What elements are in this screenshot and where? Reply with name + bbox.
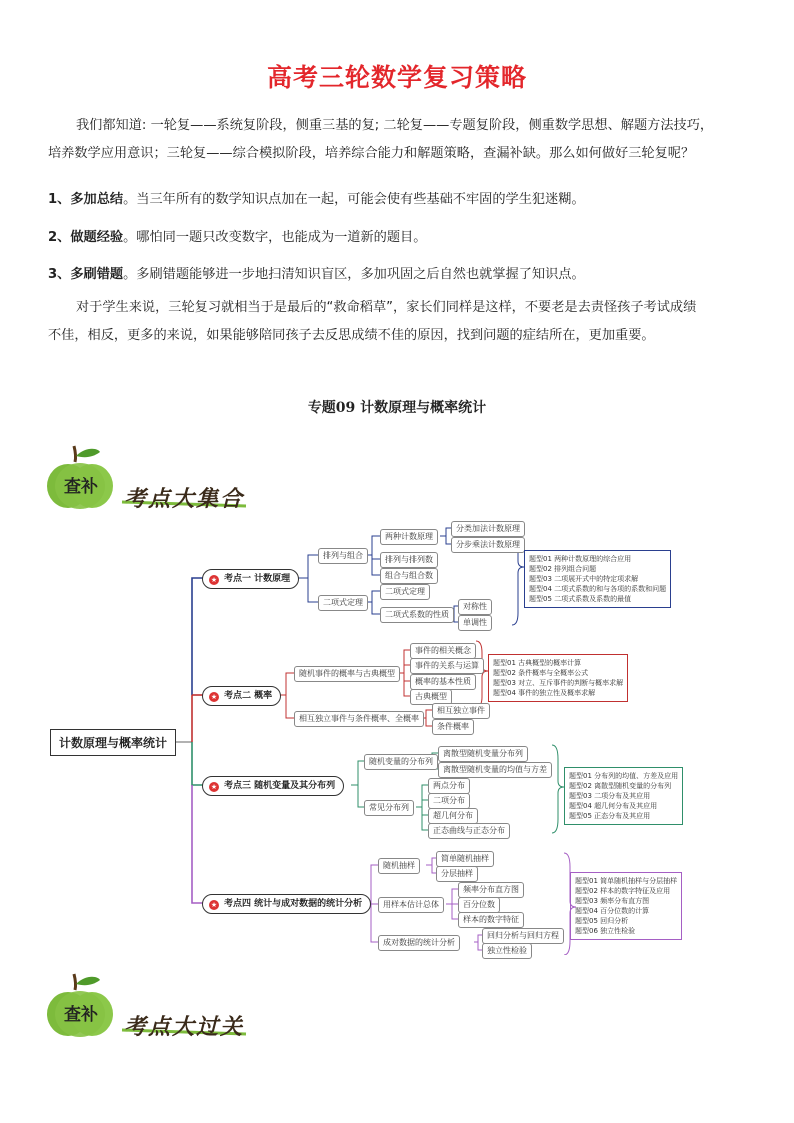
tip-number: 1、 (48, 192, 71, 207)
mindmap-node: 百分位数 (458, 897, 500, 913)
mindmap-node: 随机事件的概率与古典概型 (294, 666, 400, 682)
tip-heading: 多刷错题 (70, 267, 124, 282)
apple-label: 查补 (64, 477, 98, 497)
question-type: 题型03 二项展开式中的特定项求解 (529, 575, 639, 583)
mindmap (46, 515, 746, 955)
topic-node-2: ★ 考点二 概率 (202, 686, 281, 706)
question-type: 题型01 古典概型的概率计算 (493, 659, 582, 667)
question-type: 题型01 分布列的均值、方差及应用 (569, 772, 679, 780)
mindmap-node: 成对数据的统计分析 (378, 935, 460, 951)
mindmap-node: 分步乘法计数原理 (451, 537, 525, 553)
banner-knowledge-collection (46, 442, 261, 514)
closing-line-1: 对于学生来说，三轮复习就相当于是最后的“救命稻草”，家长们同样是这样，不要老是去责怪孩子考试成绩 (76, 300, 697, 315)
mindmap-node: 条件概率 (432, 719, 474, 735)
mindmap-node: 排列与排列数 (380, 552, 438, 568)
mindmap-node: 单调性 (458, 615, 492, 631)
banner-title: 考点大集合 (124, 486, 245, 512)
question-type: 题型05 正态分布及其应用 (569, 812, 651, 820)
mindmap-node: 相互独立事件与条件概率、全概率 (294, 711, 424, 727)
mindmap-node: 二项式定理 (318, 595, 368, 611)
topic-subtitle: 专题09 计数原理与概率统计 (307, 400, 487, 416)
tip-heading: 做题经验 (70, 230, 124, 245)
closing-line-2: 不佳，相反，更多的来说，如果能够陪同孩子去反思成绩不佳的原因，找到问题的症结所在，更加重要。 (48, 328, 655, 343)
mindmap-node: 回归分析与回归方程 (482, 928, 564, 944)
question-type-list-2 (488, 654, 628, 702)
mindmap-node: 离散型随机变量的均值与方差 (438, 762, 552, 778)
question-type: 题型04 百分位数的计算 (575, 907, 650, 915)
mindmap-node: 分类加法计数原理 (451, 521, 525, 537)
mindmap-node: 相互独立事件 (432, 703, 490, 719)
star-icon: ★ (210, 783, 218, 791)
question-type: 题型03 频率分布直方图 (575, 897, 650, 905)
question-type: 题型02 离散型随机变量的分布列 (569, 782, 672, 790)
mindmap-node: 古典概型 (410, 689, 452, 705)
mindmap-node: 概率的基本性质 (410, 674, 476, 690)
page-title: 高考三轮数学复习策略 (266, 63, 527, 92)
mindmap-node: 随机变量的分布列 (364, 754, 438, 770)
mindmap-node: 超几何分布 (428, 808, 478, 824)
mindmap-node: 样本的数字特征 (458, 912, 524, 928)
mindmap-node: 对称性 (458, 599, 492, 615)
mindmap-node: 离散型随机变量分布列 (438, 746, 528, 762)
mindmap-node: 二项分布 (428, 793, 470, 809)
question-type: 题型04 事件的独立性及概率求解 (493, 689, 596, 697)
intro-line-1: 我们都知道: 一轮复——系统复阶段，侧重三基的复; 二轮复——专题复阶段，侧重数学思想、解题方法技巧， (76, 118, 714, 133)
mindmap-node: 两种计数原理 (380, 529, 438, 545)
star-icon: ★ (210, 693, 218, 701)
question-type: 题型02 条件概率与全概率公式 (493, 669, 589, 677)
question-type: 题型03 对立、互斥事件的判断与概率求解 (493, 679, 624, 687)
question-type: 题型01 两种计数原理的综合应用 (529, 555, 632, 563)
tip-item-2 (48, 228, 426, 248)
mindmap-node: 常见分布列 (364, 800, 414, 816)
question-type: 题型02 样本的数字特征及应用 (575, 887, 671, 895)
question-type: 题型06 独立性检验 (575, 927, 636, 935)
question-type: 题型02 排列组合问题 (529, 565, 597, 573)
mindmap-node: 频率分布直方图 (458, 882, 524, 898)
question-type-list-4 (570, 872, 682, 940)
mindmap-node: 排列与组合 (318, 548, 368, 564)
tip-text: 。哪怕同一题只改变数字，也能成为一道新的题目。 (123, 230, 427, 245)
question-type-list-1 (524, 550, 671, 608)
apple-label: 查补 (64, 1005, 98, 1025)
question-type: 题型04 超几何分布及其应用 (569, 802, 658, 810)
tip-text: 。当三年所有的数学知识点加在一起，可能会使有些基础不牢固的学生犯迷糊。 (123, 192, 585, 207)
tip-item-3 (48, 265, 585, 285)
tip-text: 。多刷错题能够进一步地扫清知识盲区，多加巩固之后自然也就掌握了知识点。 (123, 267, 585, 282)
intro-paragraph (48, 112, 748, 168)
tip-number: 2、 (48, 230, 71, 245)
mindmap-node: 简单随机抽样 (436, 851, 494, 867)
tip-item-1 (48, 190, 585, 210)
mindmap-node: 正态曲线与正态分布 (428, 823, 510, 839)
question-type: 题型05 二项式系数及系数的最值 (529, 595, 632, 603)
mindmap-node: 两点分布 (428, 778, 470, 794)
tip-heading: 多加总结 (70, 192, 124, 207)
star-icon: ★ (210, 576, 218, 584)
mindmap-node: 事件的相关概念 (410, 643, 476, 659)
mindmap-node: 随机抽样 (378, 858, 420, 874)
question-type: 题型01 简单随机抽样与分层抽样 (575, 877, 678, 885)
mindmap-node: 分层抽样 (436, 866, 478, 882)
question-type: 题型05 回归分析 (575, 917, 629, 925)
topic-node-4: ★ 考点四 统计与成对数据的统计分析 (202, 894, 371, 914)
question-type-list-3 (564, 767, 683, 825)
mindmap-node: 用样本估计总体 (378, 897, 444, 913)
mindmap-root: 计数原理与概率统计 (50, 729, 176, 756)
question-type: 题型03 二项分布及其应用 (569, 792, 651, 800)
mindmap-node: 二项式定理 (380, 584, 430, 600)
mindmap-node: 组合与组合数 (380, 568, 438, 584)
banner-title: 考点大过关 (124, 1014, 245, 1040)
topic-node-1: ★ 考点一 计数原理 (202, 569, 299, 589)
closing-paragraph (48, 294, 748, 350)
tip-number: 3、 (48, 267, 71, 282)
mindmap-node: 事件的关系与运算 (410, 658, 484, 674)
star-icon: ★ (210, 901, 218, 909)
intro-line-2: 培养数学应用意识；三轮复——综合模拟阶段，培养综合能力和解题策略，查漏补缺。那么如何做好三轮复呢？ (48, 146, 695, 161)
mindmap-node: 独立性检验 (482, 943, 532, 959)
banner-knowledge-review (46, 970, 261, 1042)
question-type: 题型04 二项式系数的和与各项的系数和问题 (529, 585, 667, 593)
mindmap-node: 二项式系数的性质 (380, 607, 454, 623)
topic-node-3: ★ 考点三 随机变量及其分布列 (202, 776, 344, 796)
